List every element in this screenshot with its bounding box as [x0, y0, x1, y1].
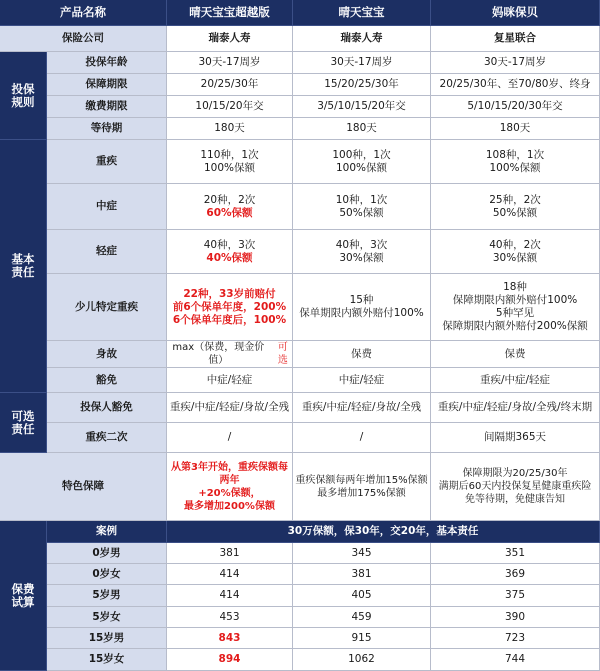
premium-value-highlight: 843	[167, 628, 293, 649]
critical-3-line2: 100%保额	[489, 161, 541, 174]
child-illness-3-line3: 5种罕见	[495, 307, 535, 319]
child-illness-3-line1: 18种	[503, 281, 527, 293]
critical-1-line1: 110种，1次	[200, 148, 259, 161]
holder-waiver-3: 重疾/中症/轻症/身故/全残/终末期	[431, 393, 600, 423]
critical-3	[431, 140, 600, 184]
child-illness-label: 少儿特定重疾	[47, 274, 167, 341]
insurer-3: 复星联合	[431, 26, 600, 52]
premium-row-label: 0岁男	[47, 543, 167, 564]
feature-1-line3: 最多增加200%保额	[184, 500, 275, 512]
rule-pay-1: 10/15/20年交	[167, 96, 293, 118]
rule-pay-3: 5/10/15/20/30年交	[431, 96, 600, 118]
second-critical-3: 间隔期365天	[431, 423, 600, 453]
moderate-2	[293, 184, 431, 230]
second-critical-1: /	[167, 423, 293, 453]
mild-3	[431, 230, 600, 274]
premium-value: 915	[293, 628, 431, 649]
waiver-2: 中症/轻症	[293, 368, 431, 393]
critical-3-line1: 108种，1次	[485, 148, 545, 161]
feature-3	[431, 453, 600, 521]
feature-3-line3: 免等待期，免健康告知	[465, 494, 565, 505]
group-rules: 投保 规则	[0, 52, 47, 140]
premium-value: 390	[431, 607, 600, 628]
rule-wait-3: 180天	[431, 118, 600, 140]
child-illness-2-line2: 保单期限内额外赔付100%	[299, 307, 424, 319]
child-illness-2-line1: 15种	[349, 294, 374, 306]
premium-row-label: 0岁女	[47, 564, 167, 585]
death-3: 保费	[431, 341, 600, 368]
critical-1-line2: 100%保额	[203, 161, 256, 174]
feature-1-line1: 从第3年开始，重疾保额每两年	[171, 461, 288, 486]
death-1-main: max（保费，现金价值）	[172, 342, 265, 366]
feature-3-line2: 满期后60天内投保复星健康重疾险	[438, 481, 592, 492]
rule-age-label: 投保年龄	[47, 52, 167, 74]
second-critical-label: 重疾二次	[47, 423, 167, 453]
moderate-1-line1: 20种，2次	[203, 193, 256, 206]
premium-value: 405	[293, 585, 431, 607]
rule-term-2: 15/20/25/30年	[293, 74, 431, 96]
mild-2	[293, 230, 431, 274]
premium-row-label: 15岁女	[47, 649, 167, 671]
premium-row-label: 5岁女	[47, 607, 167, 628]
child-illness-1-line2: 前6个保单年度，200%	[172, 300, 287, 313]
waiver-1: 中症/轻症	[167, 368, 293, 393]
feature-1	[167, 453, 293, 521]
rule-pay-label: 缴费期限	[47, 96, 167, 118]
premium-value: 723	[431, 628, 600, 649]
rule-age-3: 30天-17周岁	[431, 52, 600, 74]
moderate-3	[431, 184, 600, 230]
mild-2-line2: 30%保额	[339, 251, 384, 264]
premium-value: 351	[431, 543, 600, 564]
moderate-3-line1: 25种，2次	[489, 193, 541, 206]
premium-value: 459	[293, 607, 431, 628]
death-2: 保费	[293, 341, 431, 368]
group-basic: 基本 责任	[0, 140, 47, 393]
insurer-label: 保险公司	[0, 26, 167, 52]
holder-waiver-label: 投保人豁免	[47, 393, 167, 423]
second-critical-2: /	[293, 423, 431, 453]
moderate-1-line2: 60%保额	[206, 206, 253, 219]
waiver-label: 豁免	[47, 368, 167, 393]
premium-value: 369	[431, 564, 600, 585]
rule-wait-label: 等待期	[47, 118, 167, 140]
premium-value: 381	[167, 543, 293, 564]
premium-value: 345	[293, 543, 431, 564]
holder-waiver-2: 重疾/中症/轻症/身故/全残	[293, 393, 431, 423]
rule-term-3: 20/25/30年、至70/80岁、终身	[431, 74, 600, 96]
death-1	[167, 341, 293, 368]
case-description: 30万保额，保30年，交20年，基本责任	[167, 521, 600, 543]
critical-2-line2: 100%保额	[335, 161, 388, 174]
critical-2	[293, 140, 431, 184]
premium-row-label: 15岁男	[47, 628, 167, 649]
product-name-3: 妈咪保贝	[431, 0, 600, 26]
rule-pay-2: 3/5/10/15/20年交	[293, 96, 431, 118]
optional-tag: 可选	[277, 342, 288, 366]
rule-age-2: 30天-17周岁	[293, 52, 431, 74]
insurer-2: 瑞泰人寿	[293, 26, 431, 52]
product-name-2: 晴天宝宝	[293, 0, 431, 26]
feature-label: 特色保障	[0, 453, 167, 521]
premium-value: 381	[293, 564, 431, 585]
premium-row-label: 5岁男	[47, 585, 167, 607]
child-illness-1	[167, 274, 293, 341]
mild-3-line1: 40种，2次	[489, 238, 541, 251]
moderate-1	[167, 184, 293, 230]
feature-2	[293, 453, 431, 521]
feature-2-line2: 最多增加175%保额	[317, 487, 406, 499]
moderate-label: 中症	[47, 184, 167, 230]
child-illness-3	[431, 274, 600, 341]
child-illness-3-line4: 保障期限内额外赔付200%保额	[442, 320, 588, 332]
premium-value: 375	[431, 585, 600, 607]
premium-value: 414	[167, 564, 293, 585]
critical-1	[167, 140, 293, 184]
premium-value: 414	[167, 585, 293, 607]
feature-3-line1: 保障期限为20/25/30年	[462, 468, 568, 479]
moderate-2-line2: 50%保额	[339, 206, 384, 219]
moderate-3-line2: 50%保额	[492, 206, 538, 219]
header-row-label: 产品名称	[0, 0, 167, 26]
holder-waiver-1: 重疾/中症/轻症/身故/全残	[167, 393, 293, 423]
mild-1-line2: 40%保额	[206, 251, 253, 264]
critical-2-line1: 100种，1次	[332, 148, 391, 161]
rule-age-1: 30天-17周岁	[167, 52, 293, 74]
group-optional: 可选 责任	[0, 393, 47, 453]
premium-value: 1062	[293, 649, 431, 671]
mild-1-line1: 40种，3次	[203, 238, 256, 251]
child-illness-3-line2: 保障期限内额外赔付100%	[452, 294, 578, 306]
premium-value: 453	[167, 607, 293, 628]
death-label: 身故	[47, 341, 167, 368]
mild-2-line1: 40种，3次	[335, 238, 388, 251]
feature-1-line2: +20%保额，	[198, 487, 261, 499]
rule-wait-2: 180天	[293, 118, 431, 140]
product-name-1: 晴天宝宝超越版	[167, 0, 293, 26]
group-premium: 保费 试算	[0, 521, 47, 671]
premium-value-highlight: 894	[167, 649, 293, 671]
moderate-2-line1: 10种，1次	[335, 193, 388, 206]
case-label: 案例	[47, 521, 167, 543]
child-illness-2	[293, 274, 431, 341]
mild-3-line2: 30%保额	[492, 251, 538, 264]
waiver-3: 重疾/中症/轻症	[431, 368, 600, 393]
feature-2-line1: 重疾保额每两年增加15%保额	[295, 474, 428, 486]
rule-term-1: 20/25/30年	[167, 74, 293, 96]
premium-value: 744	[431, 649, 600, 671]
rule-term-label: 保障期限	[47, 74, 167, 96]
child-illness-1-line3: 6个保单年度后，100%	[172, 313, 287, 326]
critical-label: 重疾	[47, 140, 167, 184]
mild-label: 轻症	[47, 230, 167, 274]
insurer-1: 瑞泰人寿	[167, 26, 293, 52]
rule-wait-1: 180天	[167, 118, 293, 140]
child-illness-1-line1: 22种，33岁前赔付	[183, 287, 276, 300]
mild-1	[167, 230, 293, 274]
